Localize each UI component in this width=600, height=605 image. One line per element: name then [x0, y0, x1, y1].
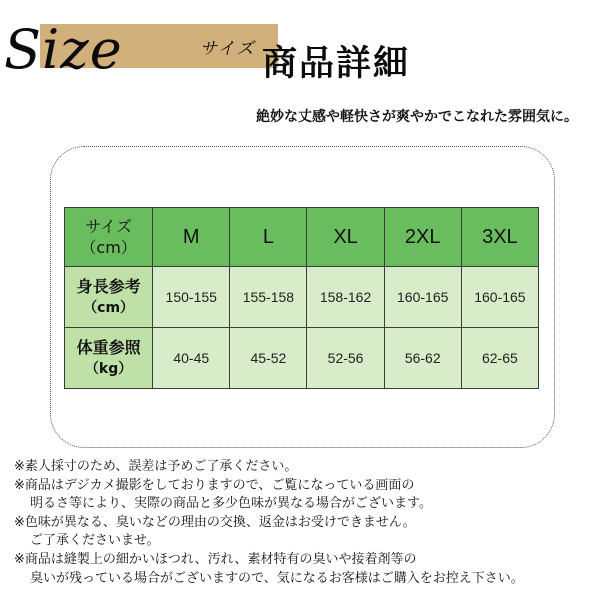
weight-cell: 40-45: [153, 328, 230, 389]
size-header-cell: 3XL: [461, 208, 538, 267]
size-table: [64, 207, 539, 389]
size-script-heading: Size: [4, 18, 123, 81]
size-header-cell: L: [230, 208, 307, 267]
height-label: 身長参考: [76, 277, 141, 296]
size-header-cell: XL: [307, 208, 384, 267]
notes-block: [14, 458, 594, 588]
size-kana-heading: サイズ: [200, 39, 256, 59]
height-cell: 155-158: [230, 267, 307, 328]
height-cell: 160-165: [461, 267, 538, 328]
height-cell: 160-165: [384, 267, 461, 328]
note-line: ※色味が異なる、臭いなどの理由の交換、返金はお受けできません。: [14, 514, 416, 530]
height-row: [65, 267, 539, 328]
height-unit: （cm）: [83, 300, 135, 316]
size-header-unit: （cm）: [80, 238, 137, 257]
note-line: 臭いが残っている場合がございますので、気になるお客様はご購入をお控え下さい。: [30, 570, 524, 586]
note-line: ※素人採寸のため、誤差は予めご了承ください。: [14, 459, 298, 474]
note-line: ※商品は縫製上の細かいほつれ、汚れ、素材特有の臭いや接着剤等の: [14, 551, 417, 567]
size-header-cell: 2XL: [384, 208, 461, 267]
weight-row: [65, 328, 539, 389]
weight-cell: 62-65: [461, 328, 538, 389]
size-header-row: [65, 208, 539, 267]
weight-unit: （kg）: [84, 361, 133, 377]
note-line: ※商品はデジカメ撮影をしておりますので、ご覧になっている画面の: [14, 477, 415, 493]
size-header-cell: M: [153, 208, 230, 267]
note-line: ご了承くださいませ。: [30, 533, 160, 549]
height-cell: 150-155: [153, 267, 230, 328]
weight-cell: 45-52: [230, 328, 307, 389]
height-cell: 158-162: [307, 267, 384, 328]
weight-cell: 56-62: [384, 328, 461, 389]
height-label-cell: [65, 267, 153, 328]
size-header-label-cell: [65, 208, 153, 267]
tagline: 絶妙な丈感や軽快さが爽やかでこなれた雰囲気に。: [256, 109, 578, 125]
page-title: 商品詳細: [262, 43, 411, 84]
weight-cell: 52-56: [307, 328, 384, 389]
size-header-label: サイズ: [85, 217, 132, 236]
note-line: 明るさ等により、実際の商品と多少色味が異なる場合がございます。: [30, 496, 432, 512]
weight-label-cell: [65, 328, 153, 389]
weight-label: 体重参照: [76, 338, 141, 357]
